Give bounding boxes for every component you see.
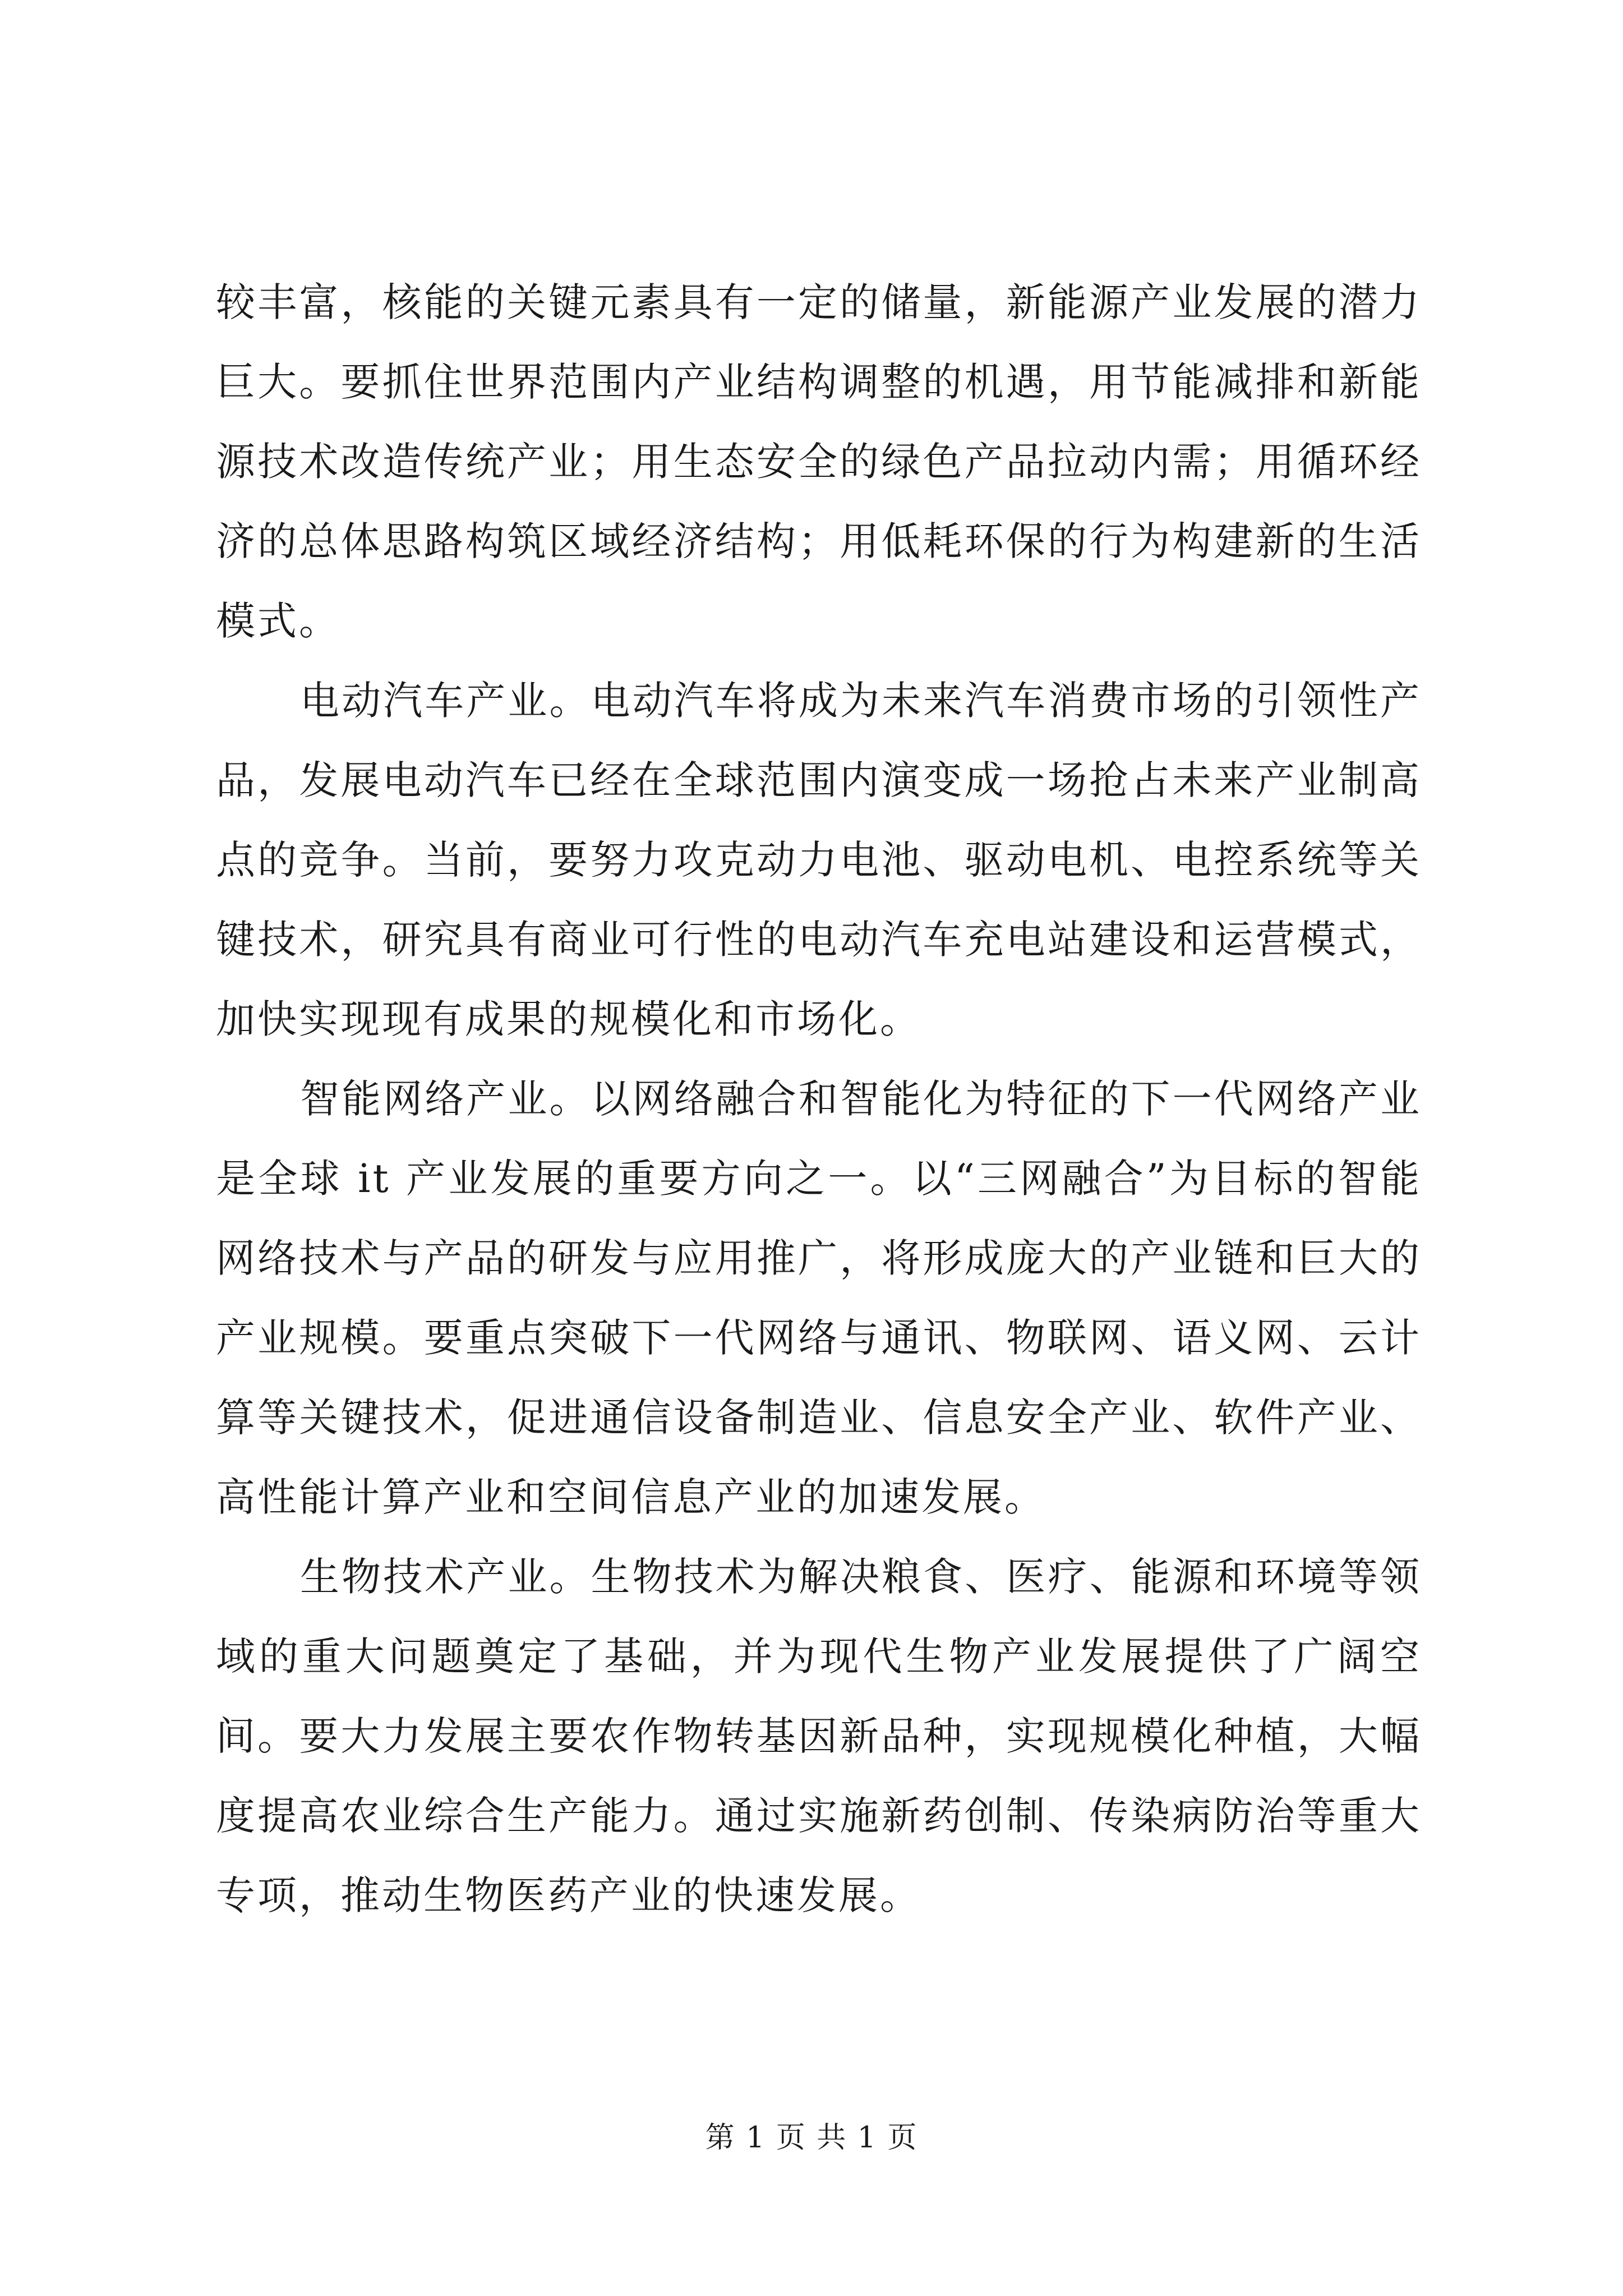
paragraph-new-energy-continuation: 较丰富，核能的关键元素具有一定的储量，新能源产业发展的潜力巨大。要抓住世界范围内产业结构调整的机遇，用节能减排和新能源技术改造传统产业；用生态安全的绿色产品拉动内需；用循环经济的总体思路构筑区域经济结构；用低耗环保的行为构建新的生活模式。 bbox=[216, 279, 1422, 644]
page-footer bbox=[0, 2118, 1623, 2157]
paragraph-biotechnology: 生物技术产业。生物技术为解决粮食、医疗、能源和环境等领域的重大问题奠定了基础，并为现代生物产业发展提供了广阔空间。要大力发展主要农作物转基因新品种，实现规模化种植，大幅度提高农业综合生产能力。通过实施新药创制、传染病防治等重大专项，推动生物医药产业的快速发展。 bbox=[216, 1554, 1422, 1918]
paragraph-smart-network: 智能网络产业。以网络融合和智能化为特征的下一代网络产业是全球 it 产业发展的重要方向之一。以“三网融合”为目标的智能网络技术与产品的研发与应用推广，将形成庞大的产业链和巨大的产业规模。要重点突破下一代网络与通讯、物联网、语义网、云计算等关键技术，促进通信设备制造业、信息安全产业、软件产业、高性能计算产业和空间信息产业的加速发展。 bbox=[216, 1076, 1422, 1520]
document-body bbox=[216, 263, 1422, 1935]
paragraph-electric-vehicles: 电动汽车产业。电动汽车将成为未来汽车消费市场的引领性产品，发展电动汽车已经在全球范围内演变成一场抢占未来产业制高点的竞争。当前，要努力攻克动力电池、驱动电机、电控系统等关键技术，研究具有商业可行性的电动汽车充电站建设和运营模式，加快实现现有成果的规模化和市场化。 bbox=[216, 678, 1422, 1042]
page-number-label: 第 1 页 共 1 页 bbox=[705, 2121, 918, 2155]
